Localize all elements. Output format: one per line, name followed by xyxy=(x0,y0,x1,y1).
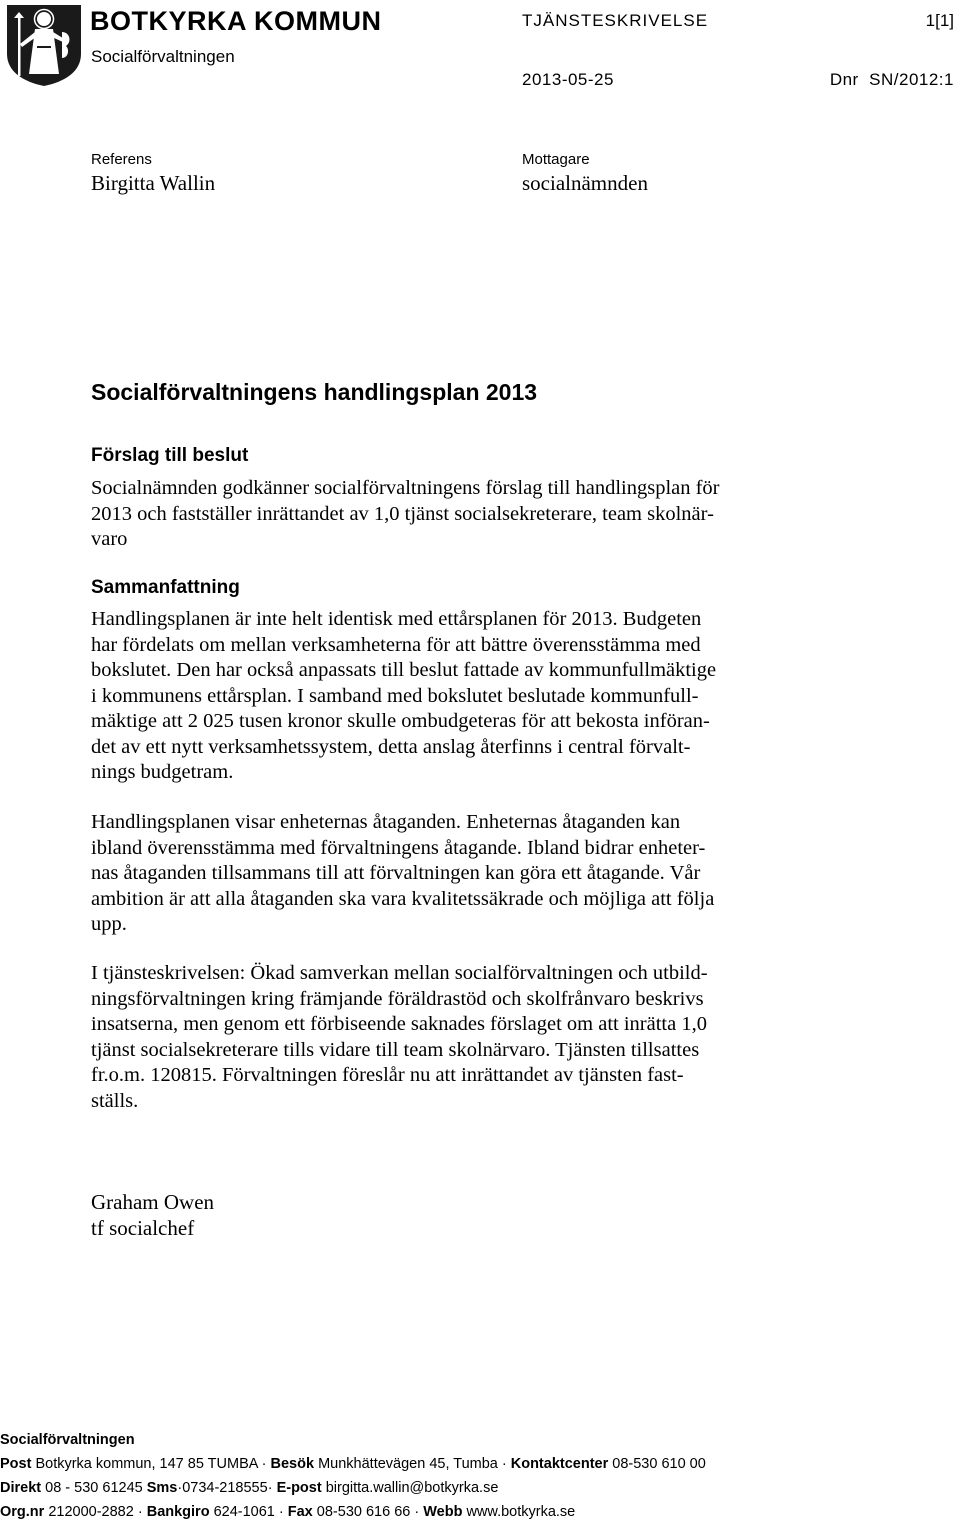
text-line: fr.o.m. 120815. Förvaltningen föreslår nu att inrättandet av tjänsten fast- xyxy=(91,1064,684,1086)
text-line: tjänst socialsekreterare tills vidare till team skolnärvaro. Tjänsten tillsattes xyxy=(91,1038,700,1061)
footer-org: Socialförvaltningen xyxy=(0,1432,135,1448)
footer-line-2: Direkt 08 - 530 61245 Sms·0734-218555· E-post birgitta.wallin@botkyrka.se xyxy=(0,1480,499,1496)
proposal-paragraph xyxy=(91,476,821,553)
recipient-name: socialnämnden xyxy=(522,171,648,195)
reference-label: Referens xyxy=(91,151,152,168)
footer-web-value[interactable]: www.botkyrka.se xyxy=(466,1504,576,1520)
text-line: ningsförvaltningen kring främjande föräldrastöd och skolfrånvaro beskrivs xyxy=(91,987,704,1010)
text-line: mäktige att 2 025 tusen kronor skulle ombudgeteras för att bekosta införan- xyxy=(91,710,710,732)
text-line: Socialnämnden godkänner socialförvaltningens förslag till handlingsplan för xyxy=(91,477,720,499)
diary-number: Dnr SN/2012:1 xyxy=(829,70,954,89)
footer-email-label: E-post xyxy=(276,1480,322,1496)
text-line: Handlingsplanen visar enheternas åtaganden. Enheternas åtaganden kan xyxy=(91,811,681,833)
recipient-label: Mottagare xyxy=(522,151,590,168)
footer-post-value: Botkyrka kommun, 147 85 TUMBA xyxy=(35,1456,258,1472)
text-line: ambition är att alla åtaganden ska vara kvalitetssäkrade och möjliga att följa xyxy=(91,887,715,910)
footer-contact-label: Kontaktcenter xyxy=(510,1456,609,1472)
text-line: Handlingsplanen är inte helt identisk med ettårsplanen för 2013. Budgeten xyxy=(91,608,702,630)
document-type: TJÄNSTESKRIVELSE xyxy=(522,11,709,30)
footer-orgnr-label: Org.nr xyxy=(0,1504,45,1520)
text-line: det av ett nytt verksamhetssystem, detta anslag återfinns i central förvalt- xyxy=(91,735,691,758)
footer-direct-value: 08 - 530 61245 xyxy=(45,1480,143,1496)
section-heading-proposal: Förslag till beslut xyxy=(91,445,249,466)
signature-block xyxy=(91,1190,214,1241)
footer-contact-value: 08-530 610 00 xyxy=(612,1456,706,1472)
text-line: har fördelats om mellan verksamheterna för att bättre överensstämma med xyxy=(91,633,701,656)
section-heading-summary: Sammanfattning xyxy=(91,577,240,598)
text-line: bokslutet. Den har också anpassats till beslut fattade av kommunfullmäktige xyxy=(91,659,717,681)
text-line: insatserna, men genom ett förbiseende saknades förslaget om att inrätta 1,0 xyxy=(91,1013,707,1035)
reference-name: Birgitta Wallin xyxy=(91,171,216,195)
document-date: 2013-05-25 xyxy=(522,70,614,89)
text-line: ställs. xyxy=(91,1089,139,1112)
footer-line-1: Post Botkyrka kommun, 147 85 TUMBA · Besök Munkhättevägen 45, Tumba · Kontaktcenter 08-530 610 00 xyxy=(0,1456,706,1472)
summary-paragraph-1 xyxy=(91,607,821,786)
footer-orgnr-value: 212000-2882 xyxy=(48,1504,134,1520)
department-name: Socialförvaltningen xyxy=(91,47,235,66)
document-title: Socialförvaltningens handlingsplan 2013 xyxy=(91,379,538,405)
summary-paragraph-2 xyxy=(91,810,821,938)
footer-web-label: Webb xyxy=(423,1504,463,1520)
summary-paragraph-3 xyxy=(91,961,821,1114)
footer-sms-value: 0734-218555 xyxy=(182,1480,268,1496)
text-line: ibland överensstämma med förvaltningens åtagande. Ibland bidrar enheter- xyxy=(91,836,706,859)
footer-visit-value: Munkhättevägen 45, Tumba xyxy=(318,1456,498,1472)
municipal-coat-of-arms-logo xyxy=(4,2,84,88)
text-line: nings budgetram. xyxy=(91,761,234,783)
municipality-brand-name: BOTKYRKA KOMMUN xyxy=(90,6,382,36)
footer-fax-label: Fax xyxy=(287,1504,313,1520)
footer-email-value[interactable]: birgitta.wallin@botkyrka.se xyxy=(325,1480,499,1496)
text-line: I tjänsteskrivelsen: Ökad samverkan mellan socialförvaltningen och utbild- xyxy=(91,962,708,984)
footer-line-3: Org.nr 212000-2882 · Bankgiro 624-1061 · Fax 08-530 616 66 · Webb www.botkyrka.se xyxy=(0,1504,576,1520)
text-line: varo xyxy=(91,528,128,550)
text-line: i kommunens ettårsplan. I samband med bokslutet beslutade kommunfull- xyxy=(91,684,699,707)
footer-bankgiro-label: Bankgiro xyxy=(146,1504,210,1520)
page-footer xyxy=(0,1428,706,1524)
text-line: upp. xyxy=(91,913,127,935)
footer-bankgiro-value: 624-1061 xyxy=(213,1504,275,1520)
signatory-title: tf socialchef xyxy=(91,1215,195,1240)
footer-visit-label: Besök xyxy=(270,1456,315,1472)
signatory-name: Graham Owen xyxy=(91,1190,215,1214)
page-number: 1[1] xyxy=(925,11,954,30)
text-line: 2013 och fastställer inrättandet av 1,0 tjänst socialsekreterare, team skolnär- xyxy=(91,502,714,525)
footer-sms-label: Sms xyxy=(146,1480,178,1496)
footer-direct-label: Direkt xyxy=(0,1480,42,1496)
footer-post-label: Post xyxy=(0,1456,32,1472)
footer-fax-value: 08-530 616 66 xyxy=(316,1504,411,1520)
text-line: nas åtaganden tillsammans till att förvaltningen kan göra ett åtagande. Vår xyxy=(91,862,701,884)
